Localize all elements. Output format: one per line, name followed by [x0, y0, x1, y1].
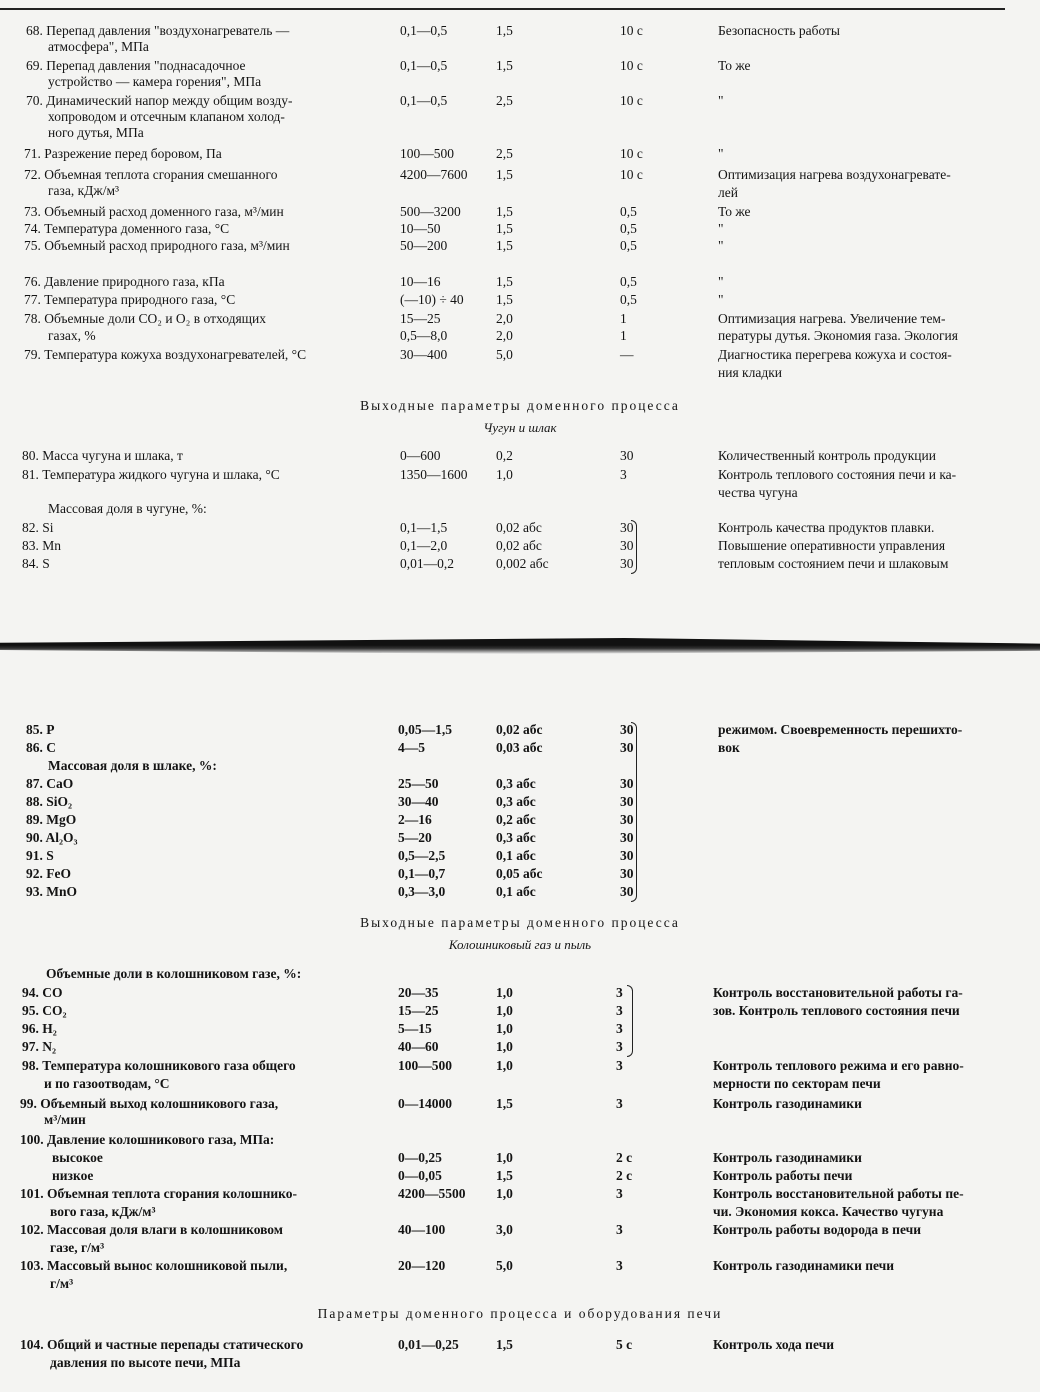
purpose-text: Контроль восстановительной работы га-	[713, 985, 963, 1000]
section-subheading-gas: Колошниковый газ и пыль	[448, 937, 592, 952]
period-value: 30	[620, 556, 634, 571]
accuracy-value: 0,02 абс	[496, 520, 542, 535]
parameter-name: газа, кДж/м³	[48, 183, 120, 198]
purpose-text: чи. Экономия кокса. Качество чугуна	[713, 1204, 944, 1219]
section-heading-output-2: Выходные параметры доменного процесса	[360, 915, 680, 930]
purpose-text: Контроль газодинамики	[713, 1096, 862, 1111]
purpose-text: Контроль газодинамики печи	[713, 1258, 895, 1273]
period-value: 1	[620, 311, 627, 326]
purpose-text: Повышение оперативности управления	[718, 538, 946, 553]
period-value: 30	[620, 740, 634, 755]
period-value: 30	[620, 812, 634, 827]
period-value: 30	[620, 448, 634, 463]
parameter-name: атмосфера", МПа	[48, 39, 149, 54]
accuracy-value: 1,0	[496, 985, 513, 1000]
period-value: 10 с	[620, 58, 643, 73]
accuracy-value: 0,3 абс	[496, 830, 536, 845]
period-value: 0,5	[620, 238, 637, 253]
range-value: 0,1—2,0	[400, 538, 448, 553]
range-value: 25—50	[398, 776, 439, 791]
purpose-text: Контроль качества продуктов плавки.	[718, 520, 935, 535]
range-value: 0—0,25	[398, 1150, 442, 1165]
purpose-text: пературы дутья. Экономия газа. Экология	[718, 328, 958, 343]
accuracy-value: 0,2 абс	[496, 812, 536, 827]
parameter-name: 99. Объемный выход колошникового газа,	[20, 1096, 279, 1111]
purpose-text: Контроль хода печи	[713, 1337, 834, 1352]
purpose-text: "	[718, 221, 724, 236]
range-value: 40—100	[398, 1222, 446, 1237]
parameter-name: давления по высоте печи, МПа	[50, 1355, 241, 1370]
accuracy-value: 1,0	[496, 1039, 513, 1054]
accuracy-value: 2,0	[496, 328, 513, 343]
accuracy-value: 1,5	[496, 204, 513, 219]
parameter-name: 77. Температура природного газа, °С	[24, 292, 236, 307]
range-value: 0,1—1,5	[400, 520, 448, 535]
parameter-name: 95. CO₂	[22, 1003, 67, 1018]
purpose-text: Контроль восстановительной работы пе-	[713, 1186, 964, 1201]
accuracy-value: 1,5	[496, 1096, 513, 1111]
parameter-name: 83. Mn	[22, 538, 62, 553]
accuracy-value: 1,0	[496, 1003, 513, 1018]
range-value: 20—35	[398, 985, 439, 1000]
parameter-name: 82. Si	[22, 520, 54, 535]
accuracy-value: 1,0	[496, 1186, 513, 1201]
period-value: 30	[620, 848, 634, 863]
accuracy-value: 1,5	[496, 1337, 513, 1352]
range-value: 30—40	[398, 794, 439, 809]
purpose-text: тепловым состоянием печи и шлаковым	[718, 556, 949, 571]
accuracy-value: 0,1 абс	[496, 848, 536, 863]
period-value: 0,5	[620, 274, 637, 289]
range-value: 0,05—1,5	[398, 722, 452, 737]
parameter-name: 91. S	[26, 848, 54, 863]
range-value: 30—400	[400, 347, 448, 362]
accuracy-value: 1,0	[496, 1058, 513, 1073]
parameter-name: 69. Перепад давления "поднасадочное	[26, 58, 246, 73]
parameter-name: 98. Температура колошникового газа общего	[22, 1058, 296, 1073]
purpose-text: То же	[718, 58, 751, 73]
range-value: 0—14000	[398, 1096, 452, 1111]
purpose-text: Контроль работы печи	[713, 1168, 853, 1183]
accuracy-value: 0,02 абс	[496, 722, 543, 737]
range-value: 100—500	[400, 146, 454, 161]
parameter-name: 93. MnO	[26, 884, 78, 899]
range-value: 20—120	[398, 1258, 446, 1273]
accuracy-value: 0,002 абс	[496, 556, 549, 571]
parameter-name: устройство — камера горения", МПа	[48, 74, 262, 89]
accuracy-value: 1,0	[496, 1150, 513, 1165]
period-value: 0,5	[620, 204, 637, 219]
period-value: 1	[620, 328, 627, 343]
accuracy-value: 0,05 абс	[496, 866, 543, 881]
period-value: 3	[616, 1021, 623, 1036]
accuracy-value: 0,1 абс	[496, 884, 536, 899]
range-value: 2—16	[398, 812, 432, 827]
parameter-name: хопроводом и отсечным клапаном холод-	[48, 109, 285, 124]
parameter-name: и по газоотводам, °С	[44, 1076, 170, 1091]
period-value: 3	[620, 467, 627, 482]
accuracy-value: 1,5	[496, 58, 513, 73]
period-value: 2 с	[616, 1150, 633, 1165]
period-value: 30	[620, 776, 634, 791]
parameter-name: 68. Перепад давления "воздухонагреватель —	[26, 23, 290, 38]
period-value: 10 с	[620, 23, 643, 38]
parameter-name: 81. Температура жидкого чугуна и шлака, °С	[22, 467, 280, 482]
period-value: 3	[616, 1003, 623, 1018]
accuracy-value: 1,5	[496, 23, 513, 38]
period-value: 0,5	[620, 221, 637, 236]
period-value: 30	[620, 884, 634, 899]
parameter-name: вого газа, кДж/м³	[50, 1204, 156, 1219]
period-value: 2 с	[616, 1168, 633, 1183]
parameter-name: 74. Температура доменного газа, °С	[24, 221, 230, 236]
period-value: 30	[620, 830, 634, 845]
period-value: 30	[620, 866, 634, 881]
parameter-name: 89. MgO	[26, 812, 77, 827]
parameter-name: г/м³	[50, 1276, 74, 1291]
parameter-name: Массовая доля в чугуне, %:	[48, 501, 207, 516]
parameter-name: ного дутья, МПа	[48, 125, 144, 140]
range-value: 40—60	[398, 1039, 439, 1054]
parameter-name: 104. Общий и частные перепады статического	[20, 1337, 304, 1352]
parameter-name: 97. N₂	[22, 1039, 57, 1054]
purpose-text: ния кладки	[718, 365, 782, 380]
page-fold-divider	[0, 638, 1040, 654]
range-value: 0,3—3,0	[398, 884, 446, 899]
purpose-text: чества чугуна	[718, 485, 798, 500]
parameter-name: 103. Массовый вынос колошниковой пыли,	[20, 1258, 288, 1273]
parameter-name: 86. C	[26, 740, 56, 755]
purpose-text: вок	[718, 740, 740, 755]
accuracy-value: 0,2	[496, 448, 513, 463]
range-value: 4200—5500	[398, 1186, 466, 1201]
parameter-name: 78. Объемные доли CO₂ и O₂ в отходящих	[24, 311, 267, 326]
purpose-text: Контроль теплового состояния печи и ка-	[718, 467, 957, 482]
period-value: 3	[616, 1096, 623, 1111]
parameter-name: 84. S	[22, 556, 50, 571]
parameter-name: 90. Al₂O₃	[26, 830, 78, 845]
parameter-name: 71. Разрежение перед боровом, Па	[24, 146, 222, 161]
accuracy-value: 0,3 абс	[496, 794, 536, 809]
range-value: 50—200	[400, 238, 448, 253]
period-value: 3	[616, 1186, 623, 1201]
range-value: 1350—1600	[400, 467, 468, 482]
purpose-text: "	[718, 238, 724, 253]
group-brace	[631, 520, 637, 574]
parameter-name: 79. Температура кожуха воздухонагревателей, °С	[24, 347, 307, 362]
purpose-text: "	[718, 93, 724, 108]
parameter-name: 70. Динамический напор между общим возду-	[26, 93, 293, 108]
range-value: 5—15	[398, 1021, 432, 1036]
accuracy-value: 1,5	[496, 221, 513, 236]
range-value: 15—25	[400, 311, 441, 326]
range-value: 0,01—0,25	[398, 1337, 459, 1352]
period-value: 10 с	[620, 167, 643, 182]
period-value: 3	[616, 1258, 623, 1273]
range-value: 0—0,05	[398, 1168, 442, 1183]
period-value: 10 с	[620, 93, 643, 108]
parameter-name: 102. Массовая доля влаги в колошниковом	[20, 1222, 283, 1237]
accuracy-value: 2,5	[496, 146, 513, 161]
range-value: 500—3200	[400, 204, 461, 219]
period-value: 3	[616, 1222, 623, 1237]
range-value: 0,5—8,0	[400, 328, 448, 343]
period-value: 3	[616, 1039, 623, 1054]
accuracy-value: 3,0	[496, 1222, 513, 1237]
period-value: 10 с	[620, 146, 643, 161]
purpose-text: зов. Контроль теплового состояния печи	[713, 1003, 960, 1018]
group-brace	[627, 985, 633, 1057]
purpose-text: мерности по секторам печи	[713, 1076, 881, 1091]
purpose-text: лей	[718, 185, 738, 200]
parameter-name: 88. SiO₂	[26, 794, 73, 809]
parameter-name: 96. H₂	[22, 1021, 57, 1036]
section-subheading-iron: Чугун и шлак	[483, 420, 557, 435]
accuracy-value: 1,0	[496, 467, 513, 482]
purpose-text: Количественный контроль продукции	[718, 448, 936, 463]
accuracy-value: 2,0	[496, 311, 513, 326]
parameter-name: 76. Давление природного газа, кПа	[24, 274, 225, 289]
parameter-name: 73. Объемный расход доменного газа, м³/мин	[24, 204, 284, 219]
period-value: 3	[616, 985, 623, 1000]
parameter-name: высокое	[52, 1150, 103, 1165]
parameter-name: 80. Масса чугуна и шлака, т	[22, 448, 183, 463]
period-value: 3	[616, 1058, 623, 1073]
section-heading-equipment: Параметры доменного процесса и оборудования печи	[317, 1306, 723, 1321]
purpose-text: режимом. Своевременность перешихто-	[718, 722, 963, 737]
accuracy-value: 1,5	[496, 167, 513, 182]
accuracy-value: 5,0	[496, 1258, 513, 1273]
accuracy-value: 0,3 абс	[496, 776, 536, 791]
range-value: (—10) ÷ 40	[400, 292, 464, 307]
period-value: 30	[620, 538, 634, 553]
purpose-text: Контроль теплового режима и его равно-	[713, 1058, 964, 1073]
parameter-name: газе, г/м³	[50, 1240, 105, 1255]
parameter-name: 94. CO	[22, 985, 63, 1000]
range-value: 0,5—2,5	[398, 848, 446, 863]
parameter-name: Объемные доли в колошниковом газе, %:	[46, 966, 302, 981]
period-value: 5 с	[616, 1337, 633, 1352]
range-value: 10—50	[400, 221, 441, 236]
purpose-text: Оптимизация нагрева воздухонагревате-	[718, 167, 951, 182]
purpose-text: Контроль газодинамики	[713, 1150, 862, 1165]
parameter-name: м³/мин	[44, 1112, 86, 1127]
period-value: 0,5	[620, 292, 637, 307]
accuracy-value: 1,5	[496, 1168, 513, 1183]
period-value: 30	[620, 794, 634, 809]
range-value: 100—500	[398, 1058, 452, 1073]
accuracy-value: 1,5	[496, 292, 513, 307]
accuracy-value: 1,5	[496, 274, 513, 289]
purpose-text: "	[718, 292, 724, 307]
range-value: 10—16	[400, 274, 441, 289]
parameter-name: Массовая доля в шлаке, %:	[48, 758, 217, 773]
purpose-text: "	[718, 274, 724, 289]
range-value: 0,1—0,5	[400, 93, 448, 108]
parameter-name: газах, %	[48, 328, 96, 343]
accuracy-value: 0,02 абс	[496, 538, 542, 553]
accuracy-value: 2,5	[496, 93, 513, 108]
range-value: 4200—7600	[400, 167, 468, 182]
purpose-text: Контроль работы водорода в печи	[713, 1222, 922, 1237]
range-value: 0,01—0,2	[400, 556, 454, 571]
parameter-name: 101. Объемная теплота сгорания колошнико-	[20, 1186, 297, 1201]
period-value: 30	[620, 520, 634, 535]
parameter-name: 100. Давление колошникового газа, МПа:	[20, 1132, 275, 1147]
parameter-name: 72. Объемная теплота сгорания смешанного	[24, 167, 278, 182]
accuracy-value: 5,0	[496, 347, 513, 362]
parameter-name: 75. Объемный расход природного газа, м³/мин	[24, 238, 290, 253]
parameter-name: 92. FeO	[26, 866, 71, 881]
range-value: 15—25	[398, 1003, 439, 1018]
purpose-text: Безопасность работы	[718, 23, 841, 38]
range-value: 0,1—0,5	[400, 58, 448, 73]
purpose-text: То же	[718, 204, 751, 219]
group-brace	[631, 722, 637, 902]
top-rule	[0, 8, 1005, 10]
parameter-name: низкое	[52, 1168, 94, 1183]
purpose-text: "	[718, 146, 724, 161]
parameter-name: 87. CaO	[26, 776, 74, 791]
accuracy-value: 1,5	[496, 238, 513, 253]
accuracy-value: 0,03 абс	[496, 740, 543, 755]
purpose-text: Диагностика перегрева кожуха и состоя-	[718, 347, 952, 362]
range-value: 0,1—0,7	[398, 866, 446, 881]
period-value: —	[620, 347, 634, 362]
range-value: 0—600	[400, 448, 441, 463]
period-value: 30	[620, 722, 634, 737]
range-value: 5—20	[398, 830, 432, 845]
section-heading-output: Выходные параметры доменного процесса	[360, 398, 680, 413]
purpose-text: Оптимизация нагрева. Увеличение тем-	[718, 311, 946, 326]
range-value: 4—5	[398, 740, 425, 755]
parameter-name: 85. P	[26, 722, 55, 737]
range-value: 0,1—0,5	[400, 23, 448, 38]
accuracy-value: 1,0	[496, 1021, 513, 1036]
